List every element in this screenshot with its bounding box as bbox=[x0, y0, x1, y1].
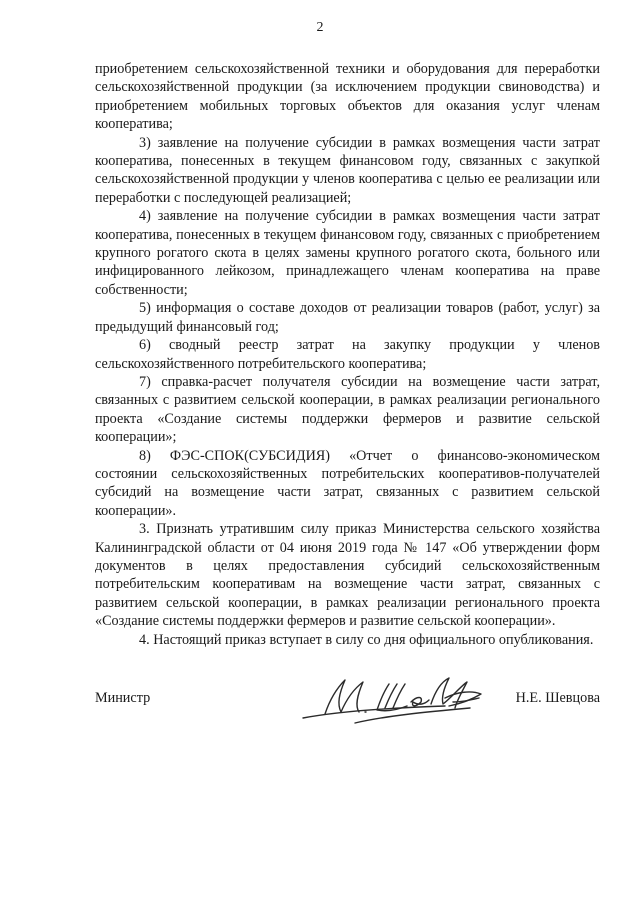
paragraph-clause-3: 3. Признать утратившим силу приказ Министерства сельского хозяйства Калининградской области от 04 июня 2019 года № 147 «Об утверждении форм документов в целях предоставления субсидий сельскохозяйственным потребительским кооперативам на возмещение части затрат, связанных с развитием сельской кооперации, в рамках реализации регионального проекта «Создание системы поддержки фермеров и развитие сельской кооперации». bbox=[95, 521, 600, 630]
paragraph-item-8: 8) ФЭС-СПОК(СУБСИДИЯ) «Отчет о финансово-экономическом состоянии сельскохозяйственных потребительских кооперативов-получателей субсидий на возмещение части затрат, связанных с развитием сельской кооперации». bbox=[95, 447, 600, 519]
paragraph-item-4: 4) заявление на получение субсидии в рамках возмещения части затрат кооператива, понесенных в текущем финансовом году, связанных с приобретением крупного рогатого скота в целях замены крупного рогатого скота, больного или инфицированного лейкозом, принадлежащего членам кооператива на праве собственности; bbox=[95, 208, 600, 298]
paragraph-item-3: 3) заявление на получение субсидии в рамках возмещения части затрат кооператива, понесенных в текущем финансовом году, связанных с закупкой сельскохозяйственной продукции у членов кооператива с целью ее реализации или переработки с последующей реализацией; bbox=[95, 134, 600, 206]
paragraph-item-6: 6) сводный реестр затрат на закупку продукции у членов сельскохозяйственного потребительского кооператива; bbox=[95, 337, 600, 372]
document-body bbox=[95, 60, 600, 649]
paragraph-item-5: 5) информация о составе доходов от реализации товаров (работ, услуг) за предыдущий финансовый год; bbox=[95, 300, 600, 335]
signature-block bbox=[95, 668, 600, 738]
signatory-name: Н.Е. Шевцова bbox=[515, 690, 600, 706]
paragraph-item-7: 7) справка-расчет получателя субсидии на возмещение части затрат, связанных с развитием сельской кооперации, в рамках реализации регионального проекта «Создание системы поддержки фермеров и развитие сельской кооперации»; bbox=[95, 373, 600, 446]
handwritten-signature bbox=[295, 668, 495, 730]
signatory-title: Министр bbox=[95, 690, 151, 706]
paragraph-clause-4: 4. Настоящий приказ вступает в силу со дня официального опубликования. bbox=[139, 631, 594, 648]
page-number: 2 bbox=[316, 20, 324, 35]
paragraph-continuation: приобретением сельскохозяйственной техники и оборудования для переработки сельскохозяйственной продукции (за исключением продукции свиноводства) и приобретением мобильных торговых объектов для оказания услуг членам кооператива; bbox=[95, 61, 600, 133]
